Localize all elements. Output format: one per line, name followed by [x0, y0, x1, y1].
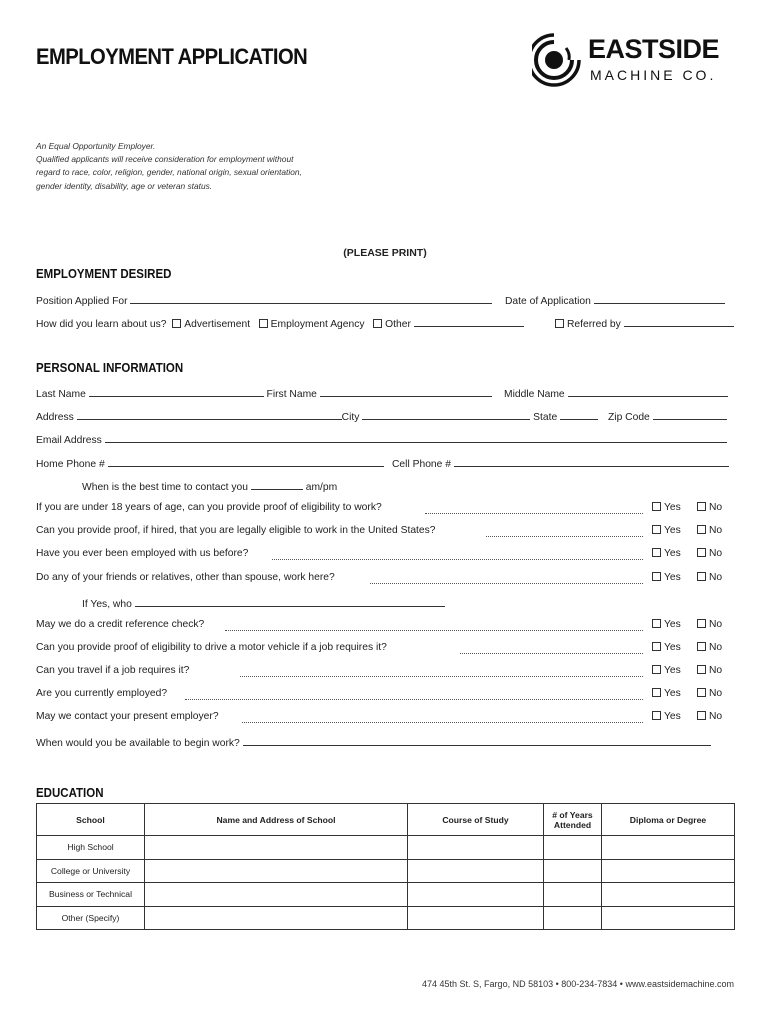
- table-header-row: [37, 804, 735, 836]
- no-label: No: [709, 619, 723, 630]
- no-label: No: [709, 572, 723, 583]
- no-checkbox[interactable]: [697, 688, 706, 697]
- leader-dots: [272, 558, 643, 560]
- row-label: Business or Technical: [37, 883, 145, 907]
- yes-label: Yes: [664, 711, 681, 722]
- no-option[interactable]: [697, 525, 722, 536]
- table-cell[interactable]: [602, 883, 735, 907]
- logo-wordmark: EASTSIDE: [588, 34, 720, 64]
- table-cell[interactable]: [544, 836, 602, 860]
- position-label: Position Applied For: [36, 296, 128, 307]
- other-checkbox[interactable]: [373, 319, 382, 328]
- table-cell[interactable]: [602, 836, 735, 860]
- available-row: [36, 735, 711, 749]
- company-logo: [532, 30, 742, 92]
- no-label: No: [709, 548, 723, 559]
- state-field[interactable]: [560, 409, 598, 420]
- yes-checkbox[interactable]: [652, 711, 661, 720]
- table-cell[interactable]: [544, 906, 602, 930]
- yes-label: Yes: [664, 572, 681, 583]
- yes-label: Yes: [664, 665, 681, 676]
- column-header: Name and Address of School: [145, 804, 408, 836]
- eeo-line: gender identity, disability, age or veteran status.: [36, 180, 213, 191]
- no-label: No: [709, 665, 723, 676]
- yes-option[interactable]: [652, 711, 681, 722]
- yes-label: Yes: [664, 642, 681, 653]
- address-label: Address: [36, 412, 74, 423]
- home-phone-row: [36, 456, 384, 470]
- no-option[interactable]: [697, 548, 722, 559]
- row-label: Other (Specify): [37, 906, 145, 930]
- question-friends-relatives: Do any of your friends or relatives, other than spouse, work here?: [36, 572, 335, 583]
- referred-checkbox[interactable]: [555, 319, 564, 328]
- referred-label: Referred by: [567, 319, 621, 330]
- no-checkbox[interactable]: [697, 502, 706, 511]
- ampm-label: am/pm: [305, 482, 338, 493]
- table-cell[interactable]: [544, 883, 602, 907]
- cell-phone-field[interactable]: [454, 456, 729, 467]
- yes-checkbox[interactable]: [652, 642, 661, 651]
- question-currently-employed: Are you currently employed?: [36, 688, 168, 699]
- yes-option[interactable]: [652, 619, 681, 630]
- address-field[interactable]: [77, 409, 342, 420]
- education-heading: EDUCATION: [36, 786, 104, 800]
- no-checkbox[interactable]: [697, 525, 706, 534]
- question-employed-before: Have you ever been employed with us before?: [36, 548, 249, 559]
- row-label: High School: [37, 836, 145, 860]
- table-row: [37, 883, 735, 907]
- available-field[interactable]: [243, 735, 711, 746]
- no-option[interactable]: [697, 711, 722, 722]
- leader-dots: [185, 698, 643, 700]
- table-row: [37, 859, 735, 883]
- yes-option[interactable]: [652, 525, 681, 536]
- leader-dots: [425, 512, 643, 514]
- no-checkbox[interactable]: [697, 572, 706, 581]
- no-label: No: [709, 688, 723, 699]
- table-cell[interactable]: [145, 859, 408, 883]
- middle-name-label: Middle Name: [504, 389, 565, 400]
- leader-dots: [242, 721, 643, 723]
- agency-checkbox[interactable]: [259, 319, 268, 328]
- home-phone-field[interactable]: [108, 456, 384, 467]
- no-checkbox[interactable]: [697, 665, 706, 674]
- table-cell[interactable]: [145, 906, 408, 930]
- no-option[interactable]: [697, 665, 722, 676]
- yes-checkbox[interactable]: [652, 688, 661, 697]
- agency-label: Employment Agency: [270, 319, 365, 330]
- zip-field[interactable]: [653, 409, 727, 420]
- please-print-note: (PLEASE PRINT): [343, 247, 427, 259]
- question-legal-eligible: Can you provide proof, if hired, that you are legally eligible to work in the United States?: [36, 525, 436, 536]
- advertisement-label: Advertisement: [184, 319, 251, 330]
- available-label: When would you be available to begin work?: [36, 738, 240, 749]
- other-field[interactable]: [414, 316, 524, 327]
- yes-label: Yes: [664, 525, 681, 536]
- leader-dots: [460, 652, 643, 654]
- if-yes-who-label: If Yes, who: [82, 599, 132, 610]
- yes-option[interactable]: [652, 572, 681, 583]
- zip-row: [608, 409, 727, 423]
- employment-desired-heading: EMPLOYMENT DESIRED: [36, 267, 172, 281]
- column-header: School: [37, 804, 145, 836]
- eeo-line: regard to race, color, religion, gender, national origin, sexual orientation,: [36, 167, 302, 178]
- logo-subline: MACHINE CO.: [590, 67, 717, 83]
- first-name-field[interactable]: [320, 386, 492, 397]
- email-row: [36, 432, 727, 446]
- no-option[interactable]: [697, 688, 722, 699]
- yes-checkbox[interactable]: [652, 572, 661, 581]
- table-cell[interactable]: [145, 883, 408, 907]
- column-header: # of Years Attended: [544, 804, 602, 836]
- position-field[interactable]: [130, 293, 492, 304]
- yes-option[interactable]: [652, 548, 681, 559]
- no-label: No: [709, 502, 723, 513]
- date-row: [505, 293, 725, 307]
- email-field[interactable]: [105, 432, 727, 443]
- logo-mark-icon: [532, 30, 588, 92]
- table-cell[interactable]: [408, 883, 544, 907]
- table-cell[interactable]: [408, 906, 544, 930]
- best-time-row: [82, 479, 337, 493]
- cell-phone-label: Cell Phone #: [392, 459, 451, 470]
- column-header: Course of Study: [408, 804, 544, 836]
- yes-label: Yes: [664, 619, 681, 630]
- yes-label: Yes: [664, 688, 681, 699]
- email-label: Email Address: [36, 435, 102, 446]
- eeo-line: Qualified applicants will receive consideration for employment without: [36, 154, 294, 165]
- city-label: City: [341, 412, 360, 423]
- if-yes-who-row: [82, 596, 445, 610]
- address-row: [36, 409, 598, 423]
- table-cell[interactable]: [602, 859, 735, 883]
- middle-name-field[interactable]: [568, 386, 728, 397]
- page-title: EMPLOYMENT APPLICATION: [36, 44, 308, 69]
- table-cell[interactable]: [408, 836, 544, 860]
- no-label: No: [709, 711, 723, 722]
- referred-row: [555, 316, 734, 330]
- no-option[interactable]: [697, 642, 722, 653]
- learn-row: [36, 316, 524, 330]
- table-cell[interactable]: [544, 859, 602, 883]
- no-checkbox[interactable]: [697, 548, 706, 557]
- table-cell[interactable]: [145, 836, 408, 860]
- learn-label: How did you learn about us?: [36, 319, 167, 330]
- home-phone-label: Home Phone #: [36, 459, 105, 470]
- yes-option[interactable]: [652, 665, 681, 676]
- question-credit-check: May we do a credit reference check?: [36, 619, 205, 630]
- leader-dots: [225, 629, 643, 631]
- personal-info-heading: PERSONAL INFORMATION: [36, 361, 184, 375]
- question-contact-employer: May we contact your present employer?: [36, 711, 219, 722]
- no-checkbox[interactable]: [697, 642, 706, 651]
- footer-contact: 474 45th St. S, Fargo, ND 58103 • 800-234-7834 • www.eastsidemachine.com: [422, 979, 734, 989]
- no-label: No: [709, 525, 723, 536]
- yes-checkbox[interactable]: [652, 502, 661, 511]
- yes-checkbox[interactable]: [652, 548, 661, 557]
- no-label: No: [709, 642, 723, 653]
- advertisement-checkbox[interactable]: [172, 319, 181, 328]
- best-time-label: When is the best time to contact you: [82, 482, 248, 493]
- yes-option[interactable]: [652, 642, 681, 653]
- date-field[interactable]: [594, 293, 725, 304]
- city-field[interactable]: [362, 409, 530, 420]
- row-label: College or University: [37, 859, 145, 883]
- column-header: Diploma or Degree: [602, 804, 735, 836]
- eeo-statement: [36, 140, 366, 193]
- question-drive-vehicle: Can you provide proof of eligibility to drive a motor vehicle if a job requires it?: [36, 642, 387, 653]
- first-name-label: First Name: [266, 389, 317, 400]
- yes-checkbox[interactable]: [652, 525, 661, 534]
- other-label: Other: [385, 319, 411, 330]
- no-option[interactable]: [697, 619, 722, 630]
- table-cell[interactable]: [408, 859, 544, 883]
- table-cell[interactable]: [602, 906, 735, 930]
- position-row: [36, 293, 492, 307]
- yes-option[interactable]: [652, 688, 681, 699]
- no-checkbox[interactable]: [697, 711, 706, 720]
- last-name-label: Last Name: [36, 389, 86, 400]
- yes-label: Yes: [664, 502, 681, 513]
- referred-field[interactable]: [624, 316, 734, 327]
- if-yes-who-field[interactable]: [135, 596, 445, 607]
- middle-name-row: [504, 386, 728, 400]
- state-label: State: [533, 412, 558, 423]
- name-row: [36, 386, 492, 400]
- table-row: [37, 906, 735, 930]
- leader-dots: [486, 535, 643, 537]
- education-table: [36, 803, 735, 930]
- no-checkbox[interactable]: [697, 619, 706, 628]
- date-label: Date of Application: [505, 296, 591, 307]
- leader-dots: [240, 675, 643, 677]
- zip-label: Zip Code: [608, 412, 650, 423]
- yes-checkbox[interactable]: [652, 665, 661, 674]
- question-under18: If you are under 18 years of age, can you provide proof of eligibility to work?: [36, 502, 382, 513]
- no-option[interactable]: [697, 502, 722, 513]
- yes-option[interactable]: [652, 502, 681, 513]
- last-name-field[interactable]: [89, 386, 264, 397]
- no-option[interactable]: [697, 572, 722, 583]
- eeo-line: An Equal Opportunity Employer.: [36, 141, 156, 151]
- question-travel: Can you travel if a job requires it?: [36, 665, 190, 676]
- table-row: [37, 836, 735, 860]
- yes-label: Yes: [664, 548, 681, 559]
- yes-checkbox[interactable]: [652, 619, 661, 628]
- best-time-field[interactable]: [251, 479, 303, 490]
- leader-dots: [370, 582, 643, 584]
- cell-phone-row: [392, 456, 729, 470]
